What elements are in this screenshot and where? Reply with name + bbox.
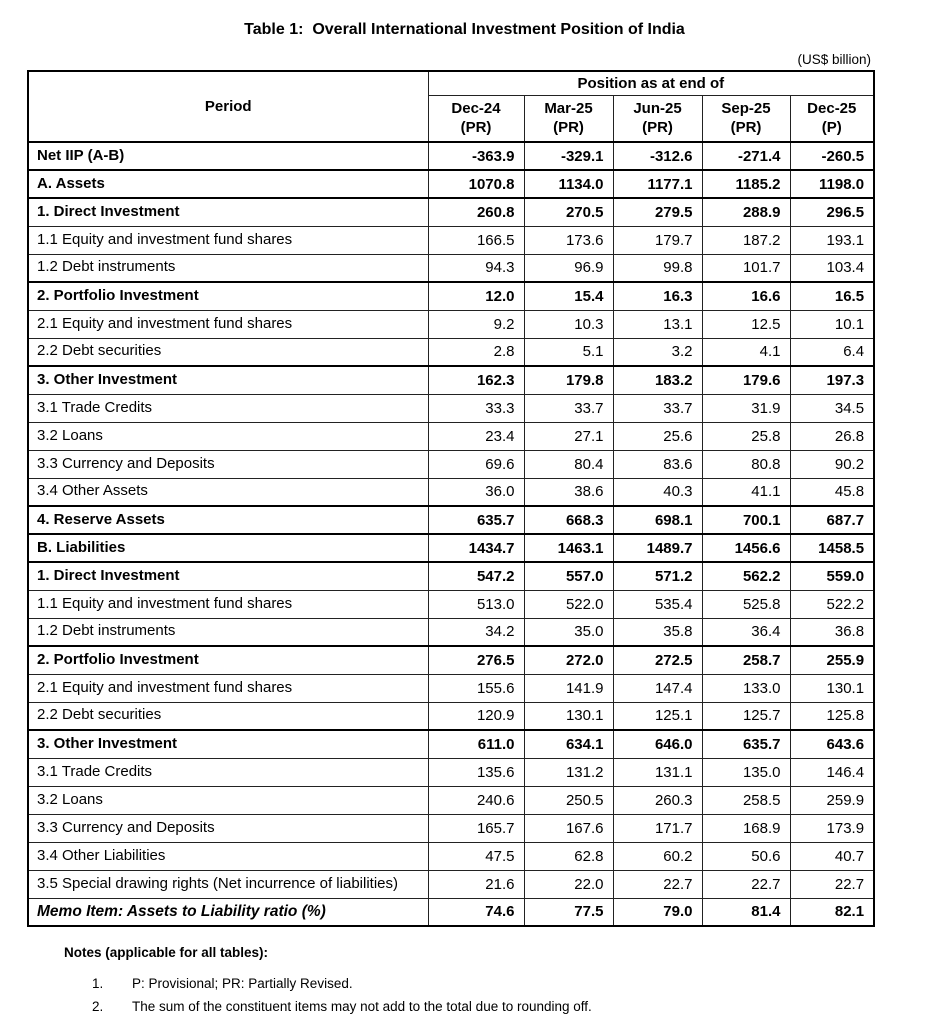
column-period-label: Dec-24 (451, 99, 501, 117)
cell-value: 96.9 (524, 254, 613, 282)
column-header-dec-25 (790, 95, 874, 142)
row-label: 2.2 Debt securities (28, 338, 428, 366)
cell-value: 62.8 (524, 842, 613, 870)
cell-value: 12.0 (428, 282, 524, 310)
cell-value: 25.8 (702, 422, 790, 450)
cell-value: 179.6 (702, 366, 790, 394)
row-label: 3.4 Other Liabilities (28, 842, 428, 870)
note-item (64, 975, 873, 993)
cell-value: 131.1 (613, 758, 702, 786)
cell-value: 21.6 (428, 870, 524, 898)
cell-value: 162.3 (428, 366, 524, 394)
column-header-jun-25 (613, 95, 702, 142)
cell-value: 74.6 (428, 898, 524, 926)
cell-value: 77.5 (524, 898, 613, 926)
cell-value: 90.2 (790, 450, 874, 478)
row-label: 3. Other Investment (28, 366, 428, 394)
table-row (28, 310, 874, 338)
column-header-sep-25 (702, 95, 790, 142)
cell-value: 34.5 (790, 394, 874, 422)
row-label: 4. Reserve Assets (28, 506, 428, 534)
cell-value: 296.5 (790, 198, 874, 226)
cell-value: 1458.5 (790, 534, 874, 562)
cell-value: -260.5 (790, 142, 874, 170)
table-row (28, 534, 874, 562)
row-label: A. Assets (28, 170, 428, 198)
row-label: 1. Direct Investment (28, 198, 428, 226)
row-label: 2.1 Equity and investment fund shares (28, 674, 428, 702)
cell-value: 276.5 (428, 646, 524, 674)
cell-value: 2.8 (428, 338, 524, 366)
cell-value: 272.0 (524, 646, 613, 674)
note-item (64, 998, 873, 1016)
table-row (28, 702, 874, 730)
cell-value: 4.1 (702, 338, 790, 366)
cell-value: 130.1 (524, 702, 613, 730)
cell-value: 272.5 (613, 646, 702, 674)
unit-note: (US$ billion) (797, 52, 871, 67)
cell-value: 166.5 (428, 226, 524, 254)
table-row (28, 870, 874, 898)
cell-value: 1177.1 (613, 170, 702, 198)
cell-value: 135.6 (428, 758, 524, 786)
cell-value: -271.4 (702, 142, 790, 170)
table-row (28, 254, 874, 282)
cell-value: 83.6 (613, 450, 702, 478)
cell-value: 99.8 (613, 254, 702, 282)
cell-value: 258.7 (702, 646, 790, 674)
table-row (28, 478, 874, 506)
cell-value: 60.2 (613, 842, 702, 870)
cell-value: -329.1 (524, 142, 613, 170)
cell-value: 240.6 (428, 786, 524, 814)
cell-value: 3.2 (613, 338, 702, 366)
note-text: The sum of the constituent items may not add to the total due to rounding off. (132, 998, 592, 1014)
cell-value: 35.8 (613, 618, 702, 646)
cell-value: 634.1 (524, 730, 613, 758)
cell-value: 635.7 (428, 506, 524, 534)
column-header-mar-25 (524, 95, 613, 142)
cell-value: 103.4 (790, 254, 874, 282)
row-label: Memo Item: Assets to Liability ratio (%) (28, 898, 428, 926)
cell-value: 288.9 (702, 198, 790, 226)
row-label: Net IIP (A-B) (28, 142, 428, 170)
row-label: 3.2 Loans (28, 422, 428, 450)
table-row (28, 338, 874, 366)
cell-value: 10.1 (790, 310, 874, 338)
cell-value: 513.0 (428, 590, 524, 618)
cell-value: 168.9 (702, 814, 790, 842)
cell-value: 147.4 (613, 674, 702, 702)
table-row (28, 562, 874, 590)
cell-value: 165.7 (428, 814, 524, 842)
cell-value: 36.4 (702, 618, 790, 646)
column-revision-label: (PR) (730, 119, 762, 137)
note-number: 1. (92, 976, 104, 991)
column-period-label: Dec-25 (807, 99, 857, 117)
cell-value: 22.7 (790, 870, 874, 898)
cell-value: 33.7 (613, 394, 702, 422)
cell-value: 1185.2 (702, 170, 790, 198)
cell-value: 40.7 (790, 842, 874, 870)
notes-list (64, 975, 873, 1015)
cell-value: 131.2 (524, 758, 613, 786)
cell-value: 668.3 (524, 506, 613, 534)
column-revision-label: (P) (821, 119, 842, 137)
cell-value: 40.3 (613, 478, 702, 506)
table-row (28, 590, 874, 618)
cell-value: 173.9 (790, 814, 874, 842)
cell-value: 260.3 (613, 786, 702, 814)
row-label: 1.1 Equity and investment fund shares (28, 226, 428, 254)
cell-value: 10.3 (524, 310, 613, 338)
row-label: 2. Portfolio Investment (28, 646, 428, 674)
cell-value: 258.5 (702, 786, 790, 814)
notes-section (64, 945, 873, 1015)
row-label: 1.1 Equity and investment fund shares (28, 590, 428, 618)
cell-value: 141.9 (524, 674, 613, 702)
cell-value: 187.2 (702, 226, 790, 254)
cell-value: 1463.1 (524, 534, 613, 562)
cell-value: 22.7 (702, 870, 790, 898)
cell-value: 155.6 (428, 674, 524, 702)
cell-value: 1489.7 (613, 534, 702, 562)
cell-value: 80.8 (702, 450, 790, 478)
column-revision-label: (PR) (553, 119, 584, 137)
cell-value: 81.4 (702, 898, 790, 926)
row-label: 3.5 Special drawing rights (Net incurrence of liabilities) (28, 870, 428, 898)
row-label: 3.3 Currency and Deposits (28, 814, 428, 842)
cell-value: 173.6 (524, 226, 613, 254)
table-row (28, 170, 874, 198)
cell-value: 41.1 (702, 478, 790, 506)
cell-value: -363.9 (428, 142, 524, 170)
cell-value: 279.5 (613, 198, 702, 226)
column-period-label: Mar-25 (544, 99, 593, 117)
cell-value: 646.0 (613, 730, 702, 758)
cell-value: 635.7 (702, 730, 790, 758)
cell-value: 698.1 (613, 506, 702, 534)
notes-heading: Notes (applicable for all tables): (64, 945, 269, 960)
cell-value: 179.7 (613, 226, 702, 254)
cell-value: 31.9 (702, 394, 790, 422)
cell-value: 522.0 (524, 590, 613, 618)
table-row (28, 394, 874, 422)
cell-value: 179.8 (524, 366, 613, 394)
cell-value: 700.1 (702, 506, 790, 534)
row-label: 3.4 Other Assets (28, 478, 428, 506)
table-row (28, 226, 874, 254)
row-label: 1.2 Debt instruments (28, 254, 428, 282)
cell-value: 6.4 (790, 338, 874, 366)
cell-value: 50.6 (702, 842, 790, 870)
column-revision-label: (PR) (642, 119, 673, 137)
table-row (28, 646, 874, 674)
cell-value: 1456.6 (702, 534, 790, 562)
table-row (28, 618, 874, 646)
cell-value: 250.5 (524, 786, 613, 814)
cell-value: 171.7 (613, 814, 702, 842)
row-label: 3.1 Trade Credits (28, 394, 428, 422)
table-row (28, 898, 874, 926)
cell-value: 22.7 (613, 870, 702, 898)
table-row (28, 450, 874, 478)
cell-value: 562.2 (702, 562, 790, 590)
cell-value: 34.2 (428, 618, 524, 646)
cell-value: 1070.8 (428, 170, 524, 198)
table-row (28, 142, 874, 170)
note-text: P: Provisional; PR: Partially Revised. (132, 976, 353, 991)
table-title: Table 1: Overall International Investment Position of India (244, 21, 685, 38)
table-row (28, 198, 874, 226)
cell-value: 33.3 (428, 394, 524, 422)
cell-value: 69.6 (428, 450, 524, 478)
table-row (28, 842, 874, 870)
cell-value: 547.2 (428, 562, 524, 590)
row-label: 1.2 Debt instruments (28, 618, 428, 646)
row-label: 3. Other Investment (28, 730, 428, 758)
cell-value: 183.2 (613, 366, 702, 394)
row-label: 2.2 Debt securities (28, 702, 428, 730)
table-row (28, 814, 874, 842)
cell-value: 36.0 (428, 478, 524, 506)
cell-value: 15.4 (524, 282, 613, 310)
cell-value: 23.4 (428, 422, 524, 450)
cell-value: 5.1 (524, 338, 613, 366)
table-row (28, 758, 874, 786)
table-row (28, 282, 874, 310)
iip-table (27, 70, 875, 927)
cell-value: 687.7 (790, 506, 874, 534)
position-as-at-end-of-header: Position as at end of (428, 71, 874, 95)
cell-value: 525.8 (702, 590, 790, 618)
table-row (28, 674, 874, 702)
cell-value: 1198.0 (790, 170, 874, 198)
cell-value: 38.6 (524, 478, 613, 506)
cell-value: 94.3 (428, 254, 524, 282)
cell-value: 559.0 (790, 562, 874, 590)
cell-value: 1134.0 (524, 170, 613, 198)
row-label: 2. Portfolio Investment (28, 282, 428, 310)
cell-value: 135.0 (702, 758, 790, 786)
note-number: 2. (92, 998, 104, 1014)
table-row (28, 506, 874, 534)
row-label: 2.1 Equity and investment fund shares (28, 310, 428, 338)
cell-value: 130.1 (790, 674, 874, 702)
cell-value: 611.0 (428, 730, 524, 758)
cell-value: 16.5 (790, 282, 874, 310)
cell-value: 255.9 (790, 646, 874, 674)
cell-value: 82.1 (790, 898, 874, 926)
cell-value: 16.6 (702, 282, 790, 310)
cell-value: 571.2 (613, 562, 702, 590)
cell-value: 125.7 (702, 702, 790, 730)
cell-value: 22.0 (524, 870, 613, 898)
cell-value: 12.5 (702, 310, 790, 338)
cell-value: 47.5 (428, 842, 524, 870)
table-row (28, 366, 874, 394)
cell-value: 80.4 (524, 450, 613, 478)
column-period-label: Jun-25 (633, 99, 682, 117)
cell-value: 13.1 (613, 310, 702, 338)
cell-value: 36.8 (790, 618, 874, 646)
row-label: 3.3 Currency and Deposits (28, 450, 428, 478)
cell-value: 259.9 (790, 786, 874, 814)
cell-value: 45.8 (790, 478, 874, 506)
row-label: 3.1 Trade Credits (28, 758, 428, 786)
cell-value: 146.4 (790, 758, 874, 786)
table-row (28, 730, 874, 758)
row-label: 1. Direct Investment (28, 562, 428, 590)
cell-value: 16.3 (613, 282, 702, 310)
cell-value: 535.4 (613, 590, 702, 618)
cell-value: 25.6 (613, 422, 702, 450)
cell-value: 197.3 (790, 366, 874, 394)
column-period-label: Sep-25 (721, 99, 771, 117)
cell-value: 270.5 (524, 198, 613, 226)
row-label: B. Liabilities (28, 534, 428, 562)
cell-value: 27.1 (524, 422, 613, 450)
cell-value: 120.9 (428, 702, 524, 730)
cell-value: 167.6 (524, 814, 613, 842)
cell-value: 643.6 (790, 730, 874, 758)
cell-value: 133.0 (702, 674, 790, 702)
cell-value: 79.0 (613, 898, 702, 926)
period-header: Period (28, 71, 428, 142)
cell-value: 33.7 (524, 394, 613, 422)
column-revision-label: (PR) (460, 119, 492, 137)
cell-value: 35.0 (524, 618, 613, 646)
cell-value: 9.2 (428, 310, 524, 338)
cell-value: 125.8 (790, 702, 874, 730)
cell-value: 1434.7 (428, 534, 524, 562)
cell-value: 193.1 (790, 226, 874, 254)
row-label: 3.2 Loans (28, 786, 428, 814)
table-row (28, 422, 874, 450)
cell-value: 26.8 (790, 422, 874, 450)
cell-value: 260.8 (428, 198, 524, 226)
cell-value: 522.2 (790, 590, 874, 618)
column-header-dec-24 (428, 95, 524, 142)
cell-value: 557.0 (524, 562, 613, 590)
cell-value: -312.6 (613, 142, 702, 170)
table-row (28, 786, 874, 814)
cell-value: 101.7 (702, 254, 790, 282)
cell-value: 125.1 (613, 702, 702, 730)
